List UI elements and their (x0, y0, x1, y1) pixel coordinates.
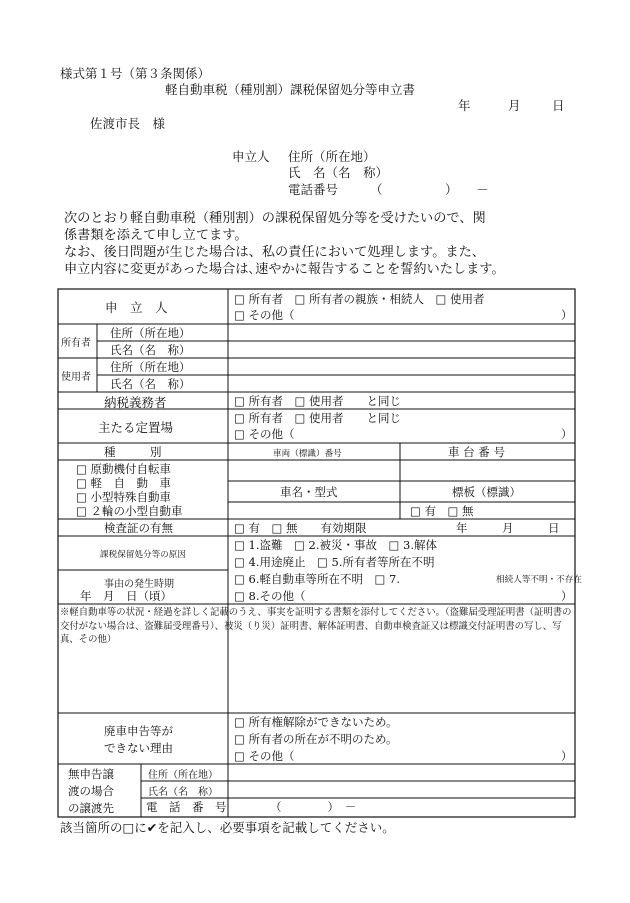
transfer-label-2: 渡の場合 (68, 784, 114, 798)
deregistration-option-1[interactable]: □ 所有権解除ができないため。 (234, 715, 398, 729)
form-number: 様式第１号（第３条関係） (60, 66, 211, 81)
taxpayer-options[interactable]: □ 所有者 □ 使用者 と同じ (234, 394, 402, 408)
inspection-label: 検査証の有無 (104, 521, 173, 535)
footer-instruction: 該当箇所の□に✔を記入し、必要事項を記載してください。 (60, 820, 395, 835)
applicant-phone-label: 電話番号 (288, 182, 339, 197)
type-option-4[interactable]: □ ２輪の小型自動車 (76, 504, 183, 518)
date-month-label: 月 (508, 98, 521, 113)
plate-options[interactable]: □ 有 □ 無 (410, 504, 474, 518)
storage-label: 主たる定置場 (98, 420, 174, 435)
transfer-phone-label: 電 話 番 号 (146, 800, 227, 814)
owner-address-label: 住所（所在地） (110, 326, 191, 340)
applicant-name-label: 氏 名（名 称） (288, 165, 389, 180)
applicant-label: 申立人 (232, 149, 270, 164)
type-label: 種 別 (104, 445, 162, 459)
intro-line-4: 申立内容に変更があった場合は､速やかに報告することを誓約いたします。 (64, 262, 505, 277)
model-label: 車名・型式 (280, 485, 338, 499)
reason-option-other[interactable]: □ 8.その他（ (234, 589, 306, 603)
deregistration-option-2[interactable]: □ 所有者の所在が不明のため。 (234, 732, 398, 746)
reason-label: 課税保留処分等の原因 (100, 550, 186, 560)
reason-option-7-text: 相続人等不明・不存在 (496, 575, 582, 585)
user-label: 使用者 (61, 372, 91, 383)
occurrence-label: 事由の発生時期 (104, 579, 174, 590)
type-option-2[interactable]: □ 軽 自 動 車 (76, 476, 172, 490)
date-day-label: 日 (552, 98, 565, 113)
reason-options-3[interactable]: □ 6.軽自動車等所在不明 □ 7. (234, 572, 400, 586)
owner-label: 所有者 (61, 338, 91, 349)
intro-line-1: 次のとおり軽自動車税（種別割）の課税保留処分等を受けたいので、関 (64, 211, 486, 226)
user-address-label: 住所（所在地） (110, 360, 191, 374)
chassis-number-label: 車 台 番 号 (448, 445, 505, 459)
storage-options[interactable]: □ 所有者 □ 使用者 と同じ (234, 411, 402, 425)
intro-line-3: なお、後日問題が生じた場合は、私の責任において処理します。また、 (64, 245, 485, 260)
applicant-type-options[interactable]: □ 所有者 □ 所有者の親族・相続人 □ 使用者 (234, 292, 485, 306)
type-option-1[interactable]: □ 原動機付自転車 (76, 462, 172, 476)
deregistration-option-other[interactable]: □ その他（ (234, 749, 295, 763)
transfer-name-label: 氏名（名 称） (148, 787, 218, 798)
paren-close: ） (561, 749, 573, 763)
paren-close: ） (561, 589, 573, 603)
transfer-label-3: の譲渡先 (68, 801, 114, 815)
paren-close: ） (561, 308, 573, 322)
paren-close: ） (561, 427, 573, 441)
reason-options-2[interactable]: □ 4.用途廃止 □ 5.所有者等所在不明 (234, 555, 435, 569)
applicant-phone-field[interactable]: （ ） － (370, 182, 489, 197)
storage-other[interactable]: □ その他（ (234, 427, 295, 441)
transfer-address-label: 住所（所在地） (148, 770, 218, 781)
applicant-address-label: 住所（所在地） (288, 149, 376, 164)
applicant-type-other[interactable]: □ その他（ (234, 308, 295, 322)
reason-options-1[interactable]: □ 1.盗難 □ 2.被災・事故 □ 3.解体 (234, 538, 437, 552)
inspection-options[interactable]: □ 有 □ 無 有効期限 (234, 521, 367, 535)
date-year-label: 年 (458, 98, 471, 113)
user-name-label: 氏名（名 称） (110, 377, 191, 391)
transfer-phone-field[interactable]: （ ） － (270, 800, 357, 814)
inspection-expiry-date[interactable]: 年 月 日 (456, 521, 560, 535)
row-label-applicant: 申 立 人 (105, 300, 168, 315)
intro-line-2: 係書類を添えて申し立てます。 (64, 228, 248, 243)
type-option-3[interactable]: □ 小型特殊自動車 (76, 490, 172, 504)
addressee: 佐渡市長 様 (90, 116, 166, 131)
form-title: 軽自動車税（種別割）課税保留処分等申立書 (165, 82, 416, 97)
deregistration-label-1: 廃車申告等が (104, 724, 173, 738)
plate-label: 標板（標識） (452, 485, 521, 499)
notes-text: ※軽自動車等の状況・経過を詳しく記載のうえ、事実を証明する書類を添付してください。（盗難届受理証明書（証明書の交付がない場合は、盗難届受理番号）、被災（り災）証明書、解体証明書、自動車検査証又は標識交付証明書の写し、写真、その他） (60, 607, 572, 645)
transfer-label-1: 無申告譲 (68, 767, 114, 781)
vehicle-number-label: 車両（標識）番号 (273, 449, 342, 459)
taxpayer-label: 納税義務者 (104, 395, 167, 410)
owner-name-label: 氏名（名 称） (110, 343, 191, 357)
occurrence-date[interactable]: 年 月 日（頃） (80, 589, 172, 603)
deregistration-label-2: できない理由 (104, 741, 173, 755)
